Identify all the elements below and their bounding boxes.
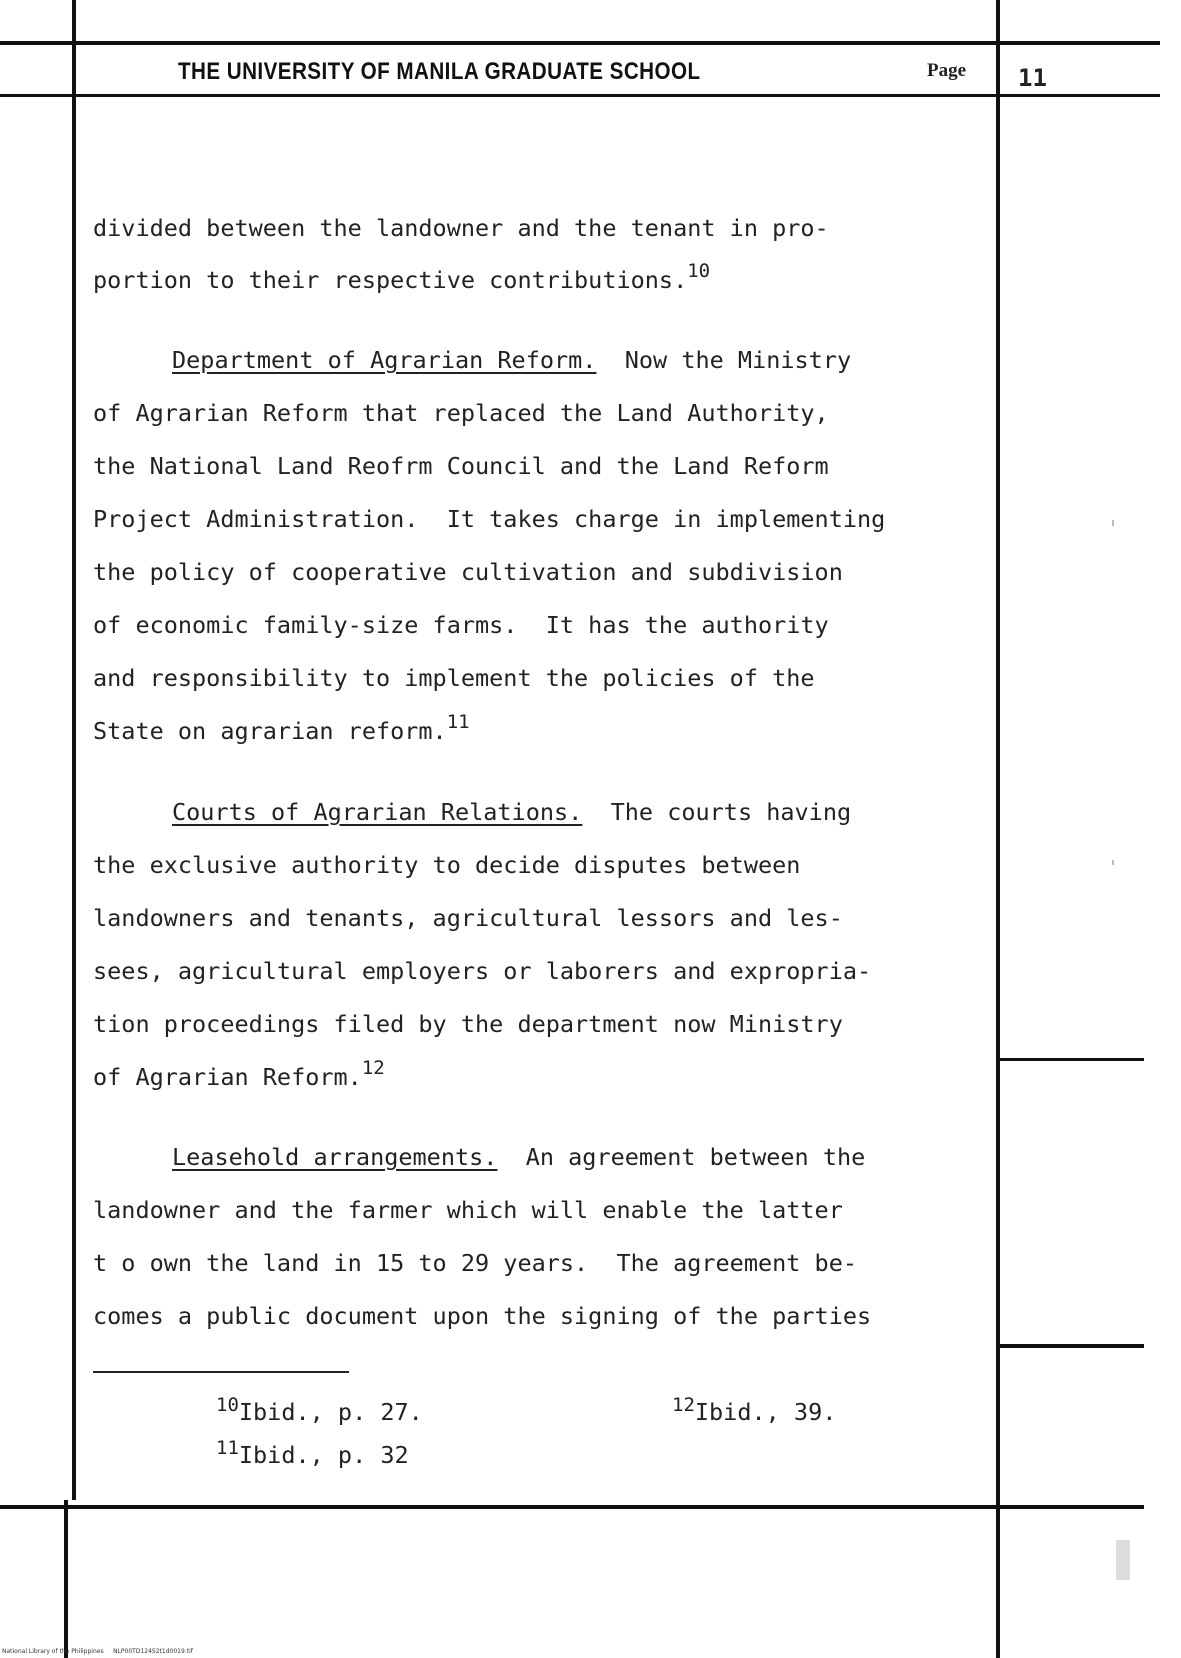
page-number: 11 (1018, 64, 1047, 92)
page-label: Page (927, 60, 967, 81)
right-column-rule-2 (998, 1344, 1144, 1348)
paragraph-3-line-1: Courts of Agrarian Relations. The courts having (172, 798, 852, 826)
scan-speck (1112, 520, 1114, 526)
paragraph-1-line-2: portion to their respective contributions.$^{10}$ (93, 260, 711, 294)
top-rule (0, 41, 1160, 45)
paragraph-3-line-5: tion proceedings filed by the department now Ministry (93, 1010, 843, 1038)
paragraph-2-line-4: Project Administration. It takes charge in implementing (93, 505, 886, 533)
scan-speck (1112, 860, 1114, 865)
scan-credit: National Library of the Philippines NLP00TD12452t1d0019.tif (2, 1648, 193, 1655)
paragraph-2-line-1: Department of Agrarian Reform. Now the Ministry (172, 346, 852, 374)
section-heading-leasehold: Leasehold arrangements. (172, 1143, 498, 1171)
left-margin-rule-lower (64, 1500, 68, 1658)
paragraph-2-line-3: the National Land Reofrm Council and the Land Reform (93, 452, 829, 480)
paragraph-4-line-1: Leasehold arrangements. An agreement between the (172, 1143, 866, 1171)
paragraph-3-line-4: sees, agricultural employers or laborers and expropria- (93, 957, 872, 985)
footnote-separator (93, 1371, 349, 1373)
header-bottom-rule (0, 94, 1160, 97)
left-margin-rule (72, 0, 76, 1500)
footnote-ref-10: 10 (687, 260, 711, 283)
paragraph-2-line-6: of economic family-size farms. It has the authority (93, 611, 829, 639)
paragraph-4-line-3: t o own the land in 15 to 29 years. The agreement be- (93, 1249, 858, 1277)
paragraph-1-line-1: divided between the landowner and the tenant in pro- (93, 214, 829, 242)
section-heading-courts: Courts of Agrarian Relations. (172, 798, 583, 826)
footnote-ref-12: 12 (361, 1057, 385, 1080)
right-column-rule-1 (998, 1058, 1144, 1061)
paragraph-2-line-8: State on agrarian reform.$^{11}$ (93, 711, 470, 745)
section-heading-agrarian-reform: Department of Agrarian Reform. (172, 346, 597, 374)
paragraph-3-line-6: of Agrarian Reform.$^{12}$ (93, 1057, 385, 1091)
paragraph-4-line-4: comes a public document upon the signing of the parties (93, 1302, 872, 1330)
institution-title: THE UNIVERSITY OF MANILA GRADUATE SCHOOL (178, 58, 701, 85)
bottom-rule (0, 1505, 1144, 1509)
scan-speck (1116, 1540, 1130, 1580)
paragraph-4-line-2: landowner and the farmer which will enable the latter (93, 1196, 843, 1224)
right-margin-rule (996, 0, 1000, 1658)
footnote-10: $^{10}$Ibid., p. 27. (216, 1394, 423, 1426)
footnote-12: $^{12}$Ibid., 39. (672, 1394, 837, 1426)
footnote-11: $^{11}$Ibid., p. 32 (216, 1437, 409, 1469)
paragraph-2-line-7: and responsibility to implement the policies of the (93, 664, 815, 692)
paragraph-2-line-2: of Agrarian Reform that replaced the Land Authority, (93, 399, 829, 427)
footnote-ref-11: 11 (446, 711, 470, 734)
paragraph-3-line-3: landowners and tenants, agricultural lessors and les- (93, 904, 843, 932)
paragraph-2-line-5: the policy of cooperative cultivation and subdivision (93, 558, 843, 586)
paragraph-3-line-2: the exclusive authority to decide disputes between (93, 851, 801, 879)
